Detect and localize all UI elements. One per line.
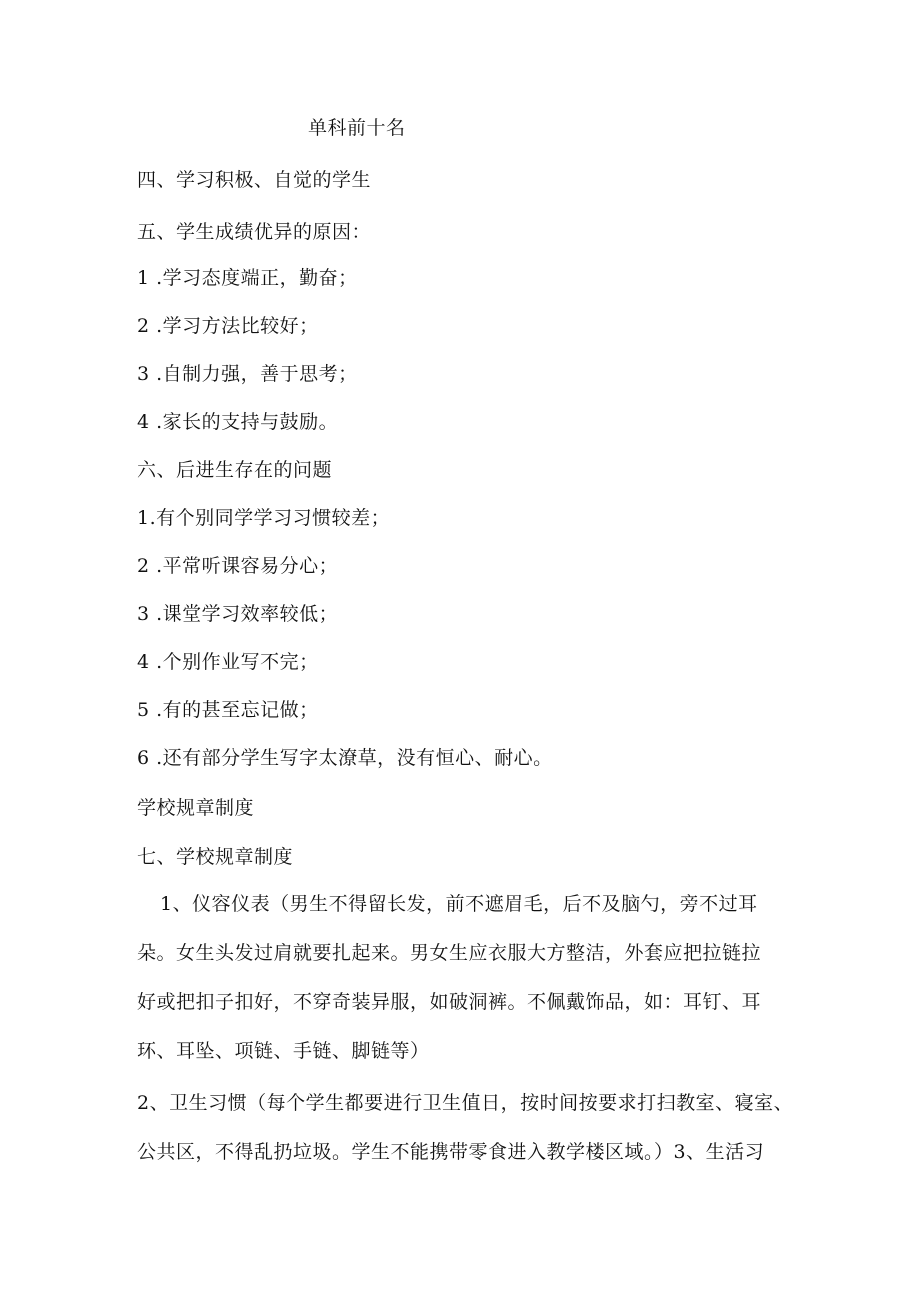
paragraph-line: 1、仪容仪表（男生不得留长发，前不遮眉毛，后不及脑勺，旁不过耳 bbox=[160, 893, 758, 915]
list-item: 1 .学习态度端正，勤奋； bbox=[137, 267, 358, 289]
list-item: 4 .家长的支持与鼓励。 bbox=[137, 411, 339, 433]
list-item: 2 .学习方法比较好； bbox=[137, 315, 319, 337]
list-item: 4 .个别作业写不完； bbox=[137, 651, 319, 673]
list-item: 3 .课堂学习效率较低； bbox=[137, 603, 339, 625]
list-item: 1.有个别同学学习习惯较差； bbox=[137, 507, 391, 529]
paragraph-hygiene-rules bbox=[137, 1091, 794, 1164]
section-heading-4: 四、学习积极、自觉的学生 bbox=[137, 169, 372, 191]
list-item: 6 .还有部分学生写字太潦草，没有恒心、耐心。 bbox=[137, 747, 553, 769]
subheading-school-rules: 学校规章制度 bbox=[137, 797, 255, 819]
section-heading-5: 五、学生成绩优异的原因： bbox=[137, 221, 372, 243]
list-item: 2 .平常听课容易分心； bbox=[137, 555, 339, 577]
paragraph-line: 朵。女生头发过肩就要扎起来。男女生应衣服大方整洁，外套应把拉链拉 bbox=[137, 942, 762, 964]
paragraph-line: 2、卫生习惯（每个学生都要进行卫生值日，按时间按要求打扫教室、寝室、 bbox=[137, 1092, 794, 1114]
paragraph-appearance-rules bbox=[137, 892, 787, 1063]
list-item: 3 .自制力强，善于思考； bbox=[137, 363, 358, 385]
paragraph-line: 公共区，不得乱扔垃圾。学生不能携带零食进入教学楼区域。）3、生活习 bbox=[137, 1141, 765, 1163]
paragraph-line: 好或把扣子扣好，不穿奇装异服，如破洞裤。不佩戴饰品，如：耳钉、耳 bbox=[137, 991, 762, 1013]
section-heading-6: 六、后进生存在的问题 bbox=[137, 459, 333, 481]
heading-top-ten: 单科前十名 bbox=[308, 117, 406, 139]
section-heading-7: 七、学校规章制度 bbox=[137, 846, 294, 868]
paragraph-line: 环、耳坠、项链、手链、脚链等） bbox=[137, 1040, 430, 1062]
list-item: 5 .有的甚至忘记做； bbox=[137, 699, 319, 721]
